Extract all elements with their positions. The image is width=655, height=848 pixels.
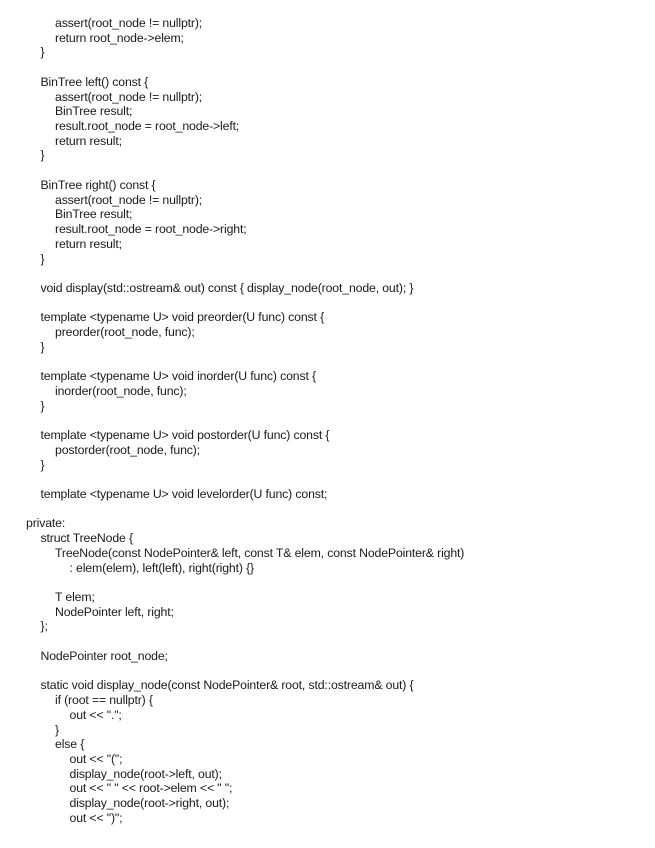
code-line (26, 502, 464, 517)
code-line (26, 266, 464, 281)
code-line (26, 472, 464, 487)
code-line: NodePointer left, right; (55, 604, 174, 619)
code-line: BinTree result; (55, 207, 133, 222)
code-line: } (40, 148, 45, 163)
code-line: return root_node->elem; (55, 30, 184, 45)
code-line: private: (26, 516, 66, 531)
code-line: : elem(elem), left(left), right(right) {} (69, 560, 255, 575)
code-line: result.root_node = root_node->left; (55, 119, 240, 134)
code-line: } (55, 722, 59, 737)
code-line: display_node(root->right, out); (69, 796, 230, 811)
code-line: } (40, 339, 45, 354)
code-line (26, 634, 464, 649)
code-line: out << " " << root->elem << " "; (69, 781, 233, 796)
code-line: template <typename U> void preorder(U func) const { (40, 310, 325, 325)
code-line: NodePointer root_node; (40, 648, 168, 663)
code-line: postorder(root_node, func); (55, 442, 200, 457)
code-line (26, 413, 464, 428)
code-line (26, 60, 464, 75)
code-line: template <typename U> void levelorder(U func) const; (40, 487, 328, 501)
code-line: void display(std::ostream& out) const { display_node(root_node, out); } (40, 280, 414, 295)
code-line: return result; (55, 133, 122, 148)
code-line: BinTree left() const { (40, 74, 149, 89)
code-line: if (root == nullptr) { (55, 693, 153, 708)
code-line (26, 355, 464, 370)
code-listing (26, 16, 464, 826)
code-line: } (40, 398, 45, 413)
code-line: out << "."; (69, 707, 122, 722)
code-line: else { (55, 737, 85, 752)
code-line: preorder(root_node, func); (55, 325, 195, 340)
code-line: assert(root_node != nullptr); (55, 192, 203, 207)
code-line (26, 163, 464, 178)
code-line: display_node(root->left, out); (69, 766, 222, 781)
code-line: }; (40, 619, 48, 634)
code-line: out << "("; (69, 751, 123, 766)
code-line: template <typename U> void postorder(U func) const { (40, 428, 330, 443)
code-line: inorder(root_node, func); (55, 383, 187, 398)
code-line: } (40, 457, 45, 472)
code-line: TreeNode(const NodePointer& left, const T& elem, const NodePointer& right) (55, 545, 465, 560)
code-line: BinTree right() const { (40, 177, 156, 192)
code-line: T elem; (55, 590, 95, 605)
code-line: BinTree result; (55, 104, 133, 119)
code-line: template <typename U> void inorder(U func) const { (40, 369, 316, 384)
code-line: } (40, 251, 45, 266)
code-line: out << ")"; (69, 810, 123, 825)
code-line: } (40, 45, 45, 60)
code-line (26, 296, 464, 311)
code-line: assert(root_node != nullptr); (55, 89, 203, 104)
code-line (26, 575, 464, 590)
code-line: assert(root_node != nullptr); (55, 16, 203, 30)
code-line: return result; (55, 236, 122, 251)
code-line: struct TreeNode { (40, 531, 133, 546)
code-line: result.root_node = root_node->right; (55, 222, 247, 237)
code-line: static void display_node(const NodePointer& root, std::ostream& out) { (40, 678, 414, 693)
code-line (26, 664, 464, 679)
